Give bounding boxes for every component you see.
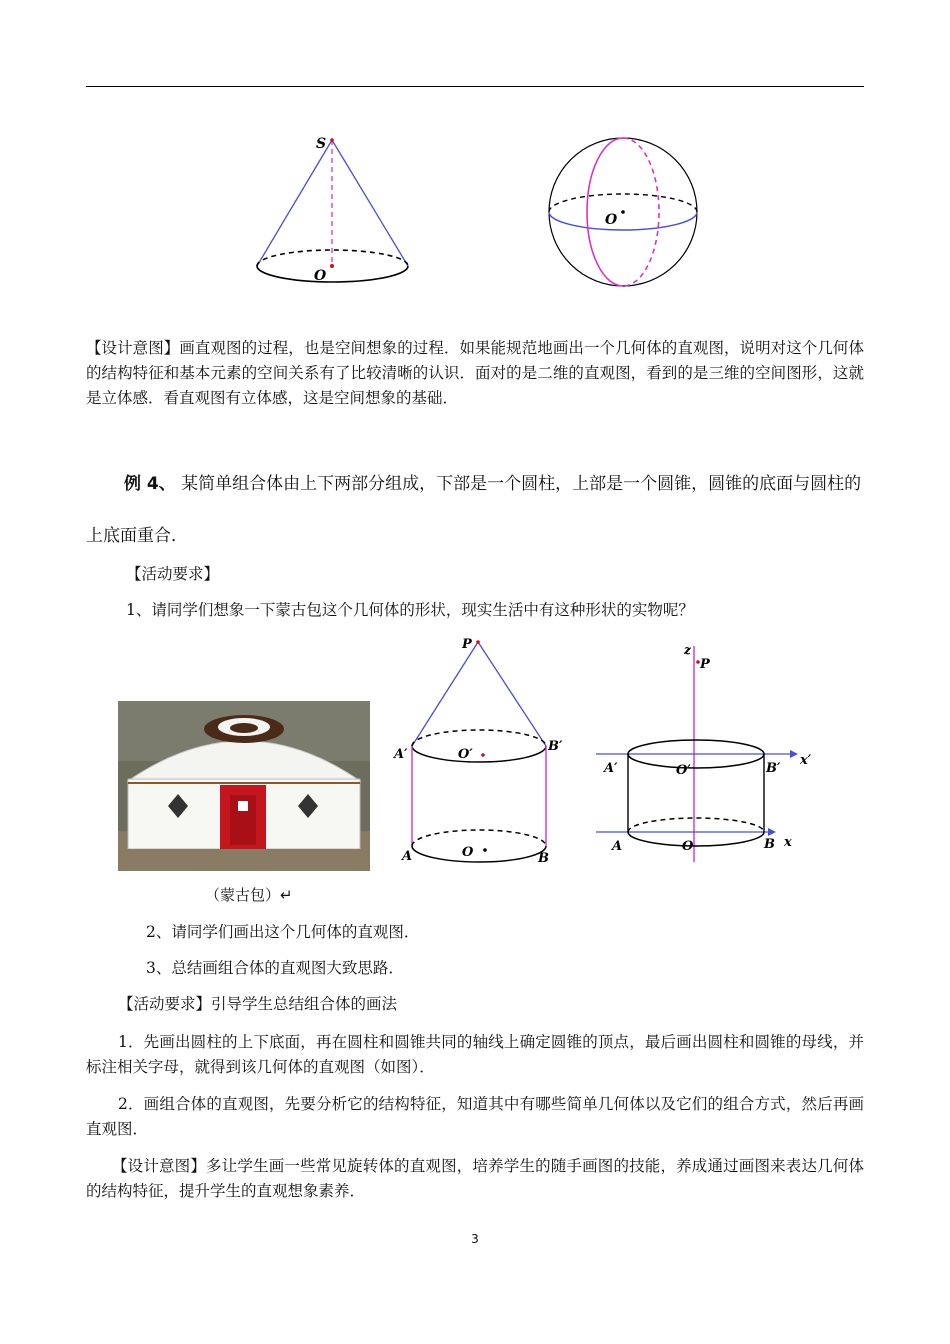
example-label: 例 4、 <box>124 474 176 494</box>
axes-top-center-label: O′ <box>676 763 691 778</box>
combo-bottom-right-label: B <box>538 851 549 866</box>
cone-figure <box>250 128 420 288</box>
axes-top-left-label: A′ <box>604 761 618 776</box>
yurt-photo <box>118 701 370 871</box>
question-3: 3、总结画组合体的直观图大致思路． <box>146 959 404 977</box>
combo-top-center-label: O′ <box>458 747 473 762</box>
design-intent-1: 【设计意图】画直观图的过程，也是空间想象的过程．如果能规范地画出一个几何体的直观图，说明对这个几何体的结构特征和基本元素的空间关系有了比较清晰的认识．面对的是二维的直观图，看到的是三维的空间图形，这就是立体感．看直观图有立体感，这是空间想象的基础． <box>86 339 864 407</box>
cone-apex-label: S <box>316 136 327 152</box>
question-1: 1、请同学们想象一下蒙古包这个几何体的形状，现实生活中有这种形状的实物呢？ <box>126 601 694 619</box>
sphere-figure <box>545 132 705 292</box>
axes-figure <box>592 640 826 870</box>
axes-bottom-left-label: A <box>612 839 623 854</box>
question-2: 2、请同学们画出这个几何体的直观图． <box>146 923 420 941</box>
axes-apex-label: P <box>700 657 710 672</box>
axes-top-right-label: B′ <box>766 761 781 776</box>
cone-center-label: O <box>314 268 327 284</box>
combo-figure <box>392 632 572 868</box>
axes-z-label: z <box>684 643 691 657</box>
combo-apex-label: P <box>462 637 472 652</box>
combo-top-left-label: A′ <box>394 747 408 762</box>
sphere-center-label: O <box>605 212 618 228</box>
combo-bottom-center-label: O <box>462 845 474 860</box>
yurt-caption: （蒙古包）↵ <box>205 886 293 904</box>
axes-bottom-center-label: O <box>682 839 694 854</box>
axes-x-top-label: x′ <box>800 753 812 768</box>
activity-heading-1: 【活动要求】 <box>126 565 220 583</box>
page-number: 3 <box>471 1232 479 1246</box>
step-2: 2．画组合体的直观图，先要分析它的结构特征，知道其中有哪些简单几何体以及它们的组合方式，然后再画直观图． <box>86 1095 864 1138</box>
combo-top-right-label: B′ <box>548 739 563 754</box>
axes-bottom-right-label: B <box>764 837 775 852</box>
example-text: 某简单组合体由上下两部分组成，下部是一个圆柱，上部是一个圆锥，圆锥的底面与圆柱的上底面重合． <box>86 474 862 546</box>
activity-heading-2: 【活动要求】引导学生总结组合体的画法 <box>118 995 398 1013</box>
design-intent-2: 【设计意图】多让学生画一些常见旋转体的直观图，培养学生的随手画图的技能，养成通过画图来表达几何体的结构特征，提升学生的直观想象素养． <box>86 1157 864 1200</box>
header-rule <box>86 86 864 87</box>
combo-bottom-left-label: A <box>402 849 413 864</box>
example-4 <box>86 458 866 562</box>
step-1: 1．先画出圆柱的上下底面，再在圆柱和圆锥共同的轴线上确定圆锥的顶点，最后画出圆柱和圆锥的母线，并标注相关字母，就得到该几何体的直观图（如图）． <box>86 1033 864 1076</box>
axes-x-label: x <box>784 835 792 850</box>
